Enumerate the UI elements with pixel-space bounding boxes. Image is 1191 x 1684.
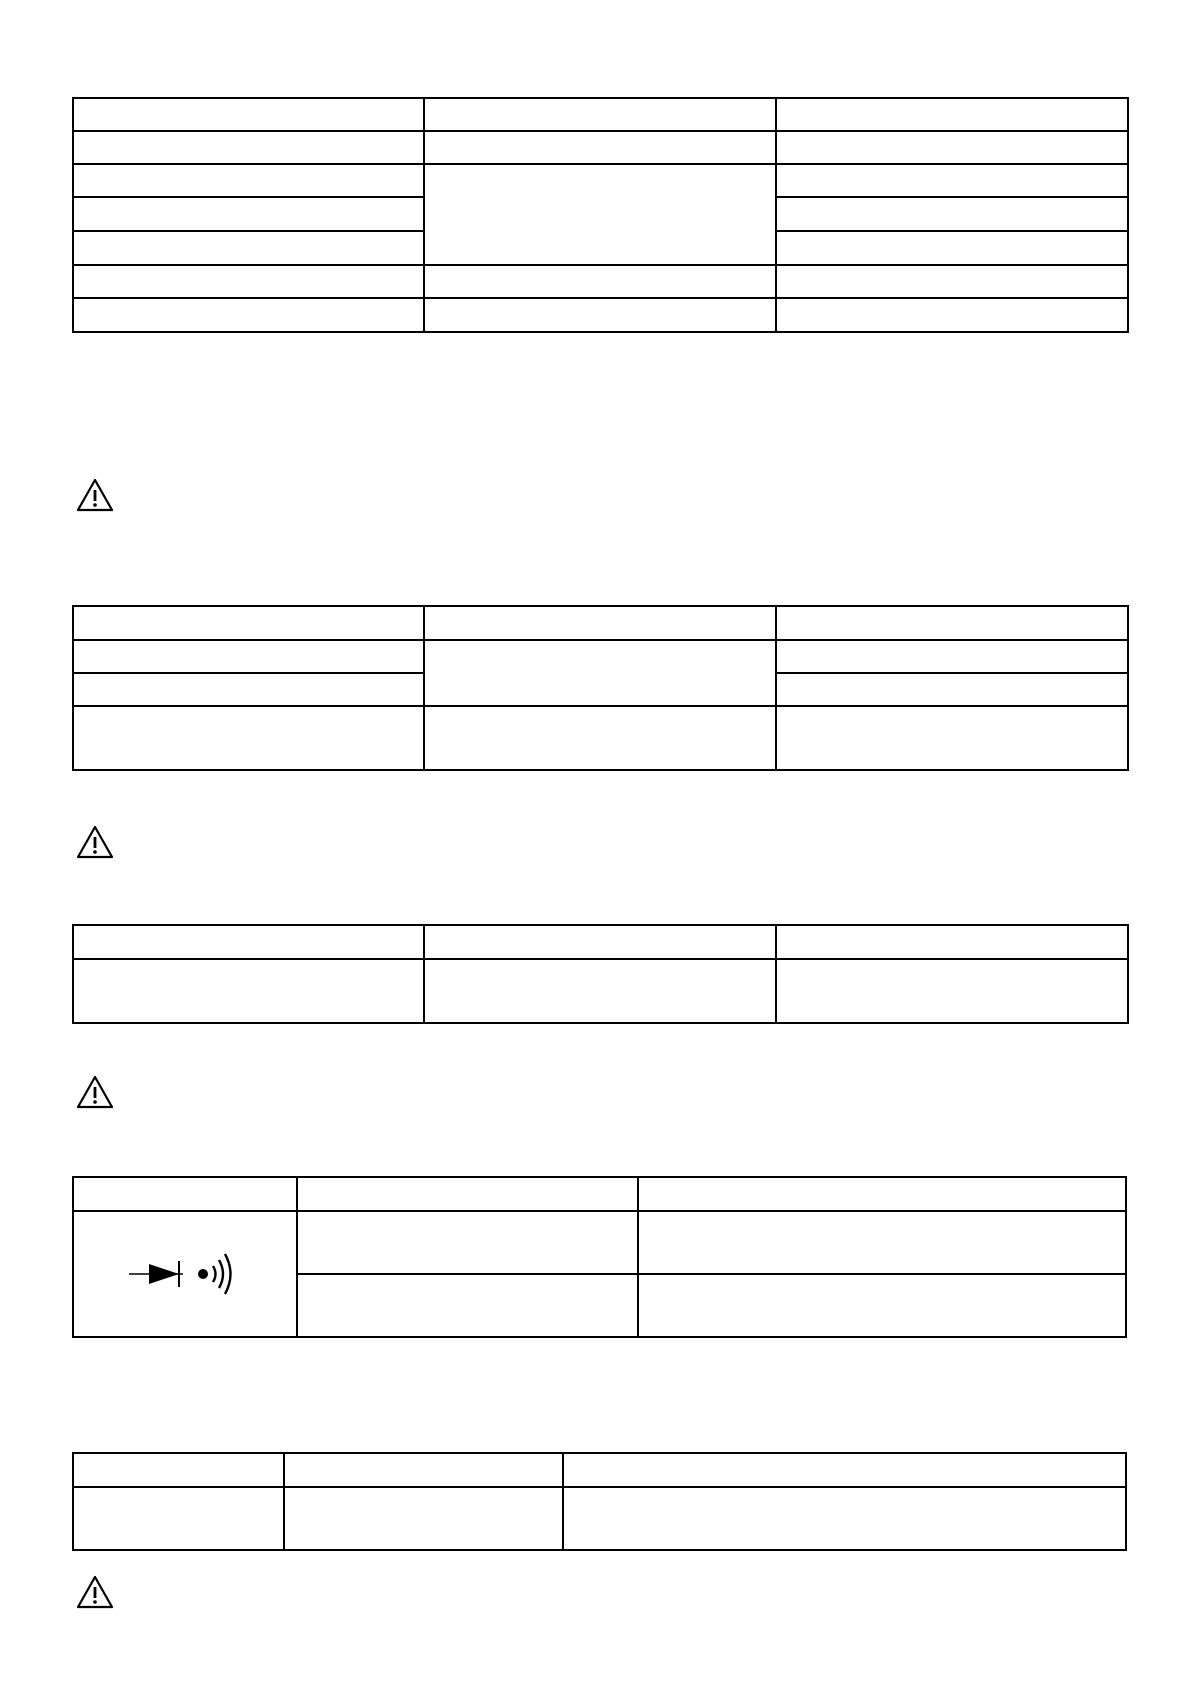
table-cell <box>776 706 1128 770</box>
table-row <box>73 640 1128 673</box>
spec-table-1 <box>72 97 1129 333</box>
table-row <box>73 1487 1126 1550</box>
spec-table-5 <box>72 1452 1127 1551</box>
table-row <box>73 606 1128 640</box>
table-row <box>73 925 1128 959</box>
warning-triangle-icon <box>75 1574 115 1610</box>
warning-triangle-icon <box>75 477 115 513</box>
table-cell <box>776 197 1128 231</box>
table-cell <box>776 925 1128 959</box>
table-cell <box>73 706 424 770</box>
table-cell <box>73 197 424 231</box>
table-cell <box>73 925 424 959</box>
table-cell <box>73 1487 284 1550</box>
table-row <box>73 959 1128 1023</box>
table-cell <box>424 298 776 332</box>
table-cell <box>73 231 424 265</box>
table-cell <box>284 1487 563 1550</box>
table-cell <box>638 1177 1126 1211</box>
table-cell <box>424 131 776 164</box>
table-cell-merged <box>73 1211 297 1337</box>
warning-triangle-icon <box>75 824 115 860</box>
table-row <box>73 1211 1126 1274</box>
diode-continuity-icon <box>125 1244 245 1304</box>
table-cell <box>297 1274 638 1337</box>
table-cell <box>424 959 776 1023</box>
table-cell <box>424 925 776 959</box>
table-cell <box>424 98 776 131</box>
table-cell <box>297 1211 638 1274</box>
table-cell <box>563 1487 1126 1550</box>
table-row <box>73 706 1128 770</box>
table-row <box>73 98 1128 131</box>
spec-table-3 <box>72 924 1129 1024</box>
table-cell <box>297 1177 638 1211</box>
table-cell <box>776 640 1128 673</box>
table-cell <box>563 1453 1126 1487</box>
table-cell <box>776 673 1128 706</box>
table-cell <box>776 606 1128 640</box>
table-cell <box>776 265 1128 298</box>
table-row <box>73 298 1128 332</box>
table-cell <box>73 959 424 1023</box>
table-cell <box>776 98 1128 131</box>
table-row <box>73 1453 1126 1487</box>
table-cell <box>73 606 424 640</box>
table-cell <box>73 164 424 197</box>
table-cell <box>73 298 424 332</box>
table-row <box>73 1177 1126 1211</box>
table-cell <box>638 1274 1126 1337</box>
table-cell <box>73 98 424 131</box>
table-row <box>73 131 1128 164</box>
spec-table-2 <box>72 605 1129 771</box>
table-cell <box>776 231 1128 265</box>
table-cell <box>73 1453 284 1487</box>
table-cell <box>284 1453 563 1487</box>
table-cell <box>73 673 424 706</box>
table-cell <box>424 606 776 640</box>
table-cell <box>73 1177 297 1211</box>
table-cell <box>424 265 776 298</box>
spec-table-4 <box>72 1176 1127 1338</box>
table-cell <box>776 164 1128 197</box>
table-cell <box>638 1211 1126 1274</box>
table-cell <box>73 640 424 673</box>
table-cell <box>776 298 1128 332</box>
table-cell <box>424 706 776 770</box>
table-row <box>73 164 1128 197</box>
warning-triangle-icon <box>75 1074 115 1110</box>
table-row <box>73 265 1128 298</box>
table-cell-merged <box>424 164 776 265</box>
table-cell-merged <box>424 640 776 706</box>
table-cell <box>73 265 424 298</box>
table-cell <box>73 131 424 164</box>
table-cell <box>776 131 1128 164</box>
table-cell <box>776 959 1128 1023</box>
